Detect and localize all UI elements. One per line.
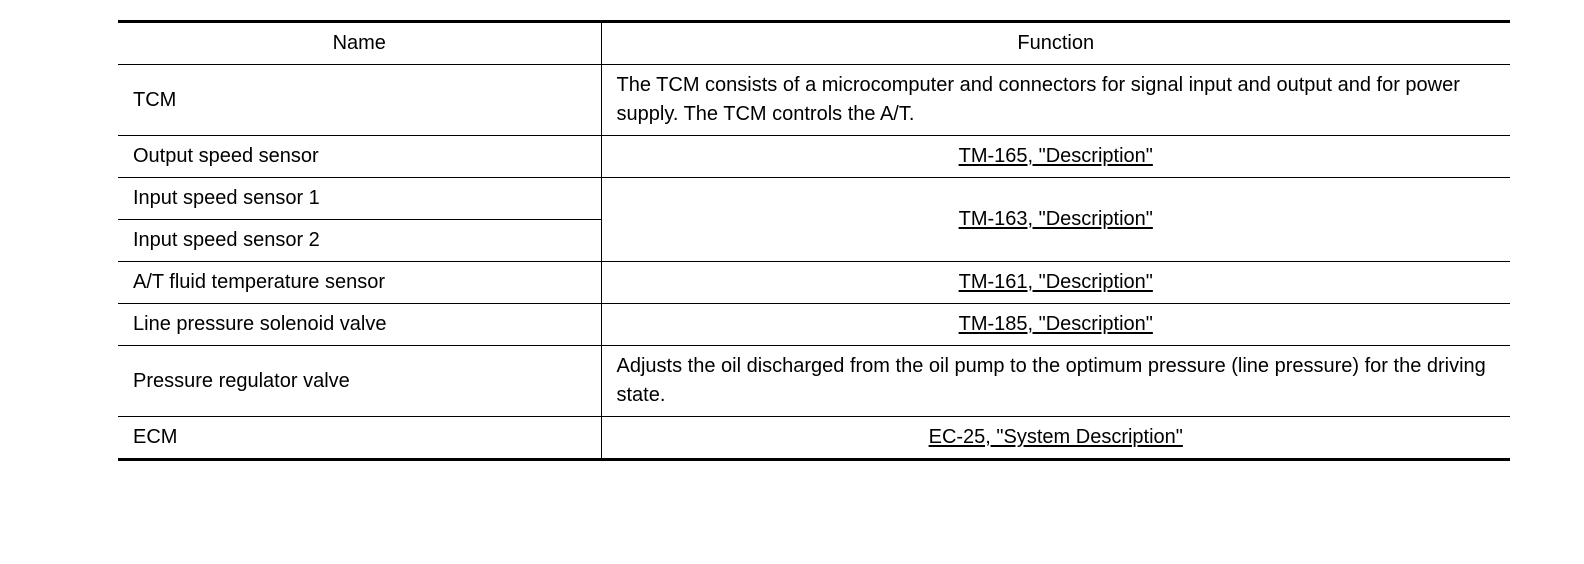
component-name: Input speed sensor 1 <box>118 178 601 220</box>
table-row <box>118 136 1510 178</box>
reference-link[interactable]: TM-165, "Description" <box>958 145 1153 167</box>
header-name: Name <box>118 22 601 65</box>
table-row <box>118 65 1510 136</box>
component-function: Adjusts the oil discharged from the oil pump to the optimum pressure (line pressure) for the driving state. <box>601 346 1510 417</box>
reference-link[interactable]: TM-161, "Description" <box>958 271 1153 293</box>
component-name: TCM <box>118 65 601 136</box>
component-name: A/T fluid temperature sensor <box>118 262 601 304</box>
table-header-row <box>118 22 1510 65</box>
component-name: Pressure regulator valve <box>118 346 601 417</box>
table-row <box>118 304 1510 346</box>
reference-link[interactable]: TM-185, "Description" <box>958 313 1153 335</box>
table-row <box>118 262 1510 304</box>
component-function-table <box>118 20 1510 461</box>
component-name: Line pressure solenoid valve <box>118 304 601 346</box>
component-function <box>601 304 1510 346</box>
table-row <box>118 417 1510 460</box>
reference-link[interactable]: EC-25, "System Description" <box>928 426 1183 448</box>
component-function <box>601 262 1510 304</box>
component-name: Input speed sensor 2 <box>118 220 601 262</box>
component-function <box>601 136 1510 178</box>
reference-link[interactable]: TM-163, "Description" <box>958 208 1153 230</box>
component-function: The TCM consists of a microcomputer and connectors for signal input and output and for power supply. The TCM controls the A/T. <box>601 65 1510 136</box>
component-function <box>601 417 1510 460</box>
header-function: Function <box>601 22 1510 65</box>
table-row <box>118 346 1510 417</box>
table-row <box>118 178 1510 220</box>
component-name: ECM <box>118 417 601 460</box>
component-name: Output speed sensor <box>118 136 601 178</box>
component-function <box>601 178 1510 262</box>
